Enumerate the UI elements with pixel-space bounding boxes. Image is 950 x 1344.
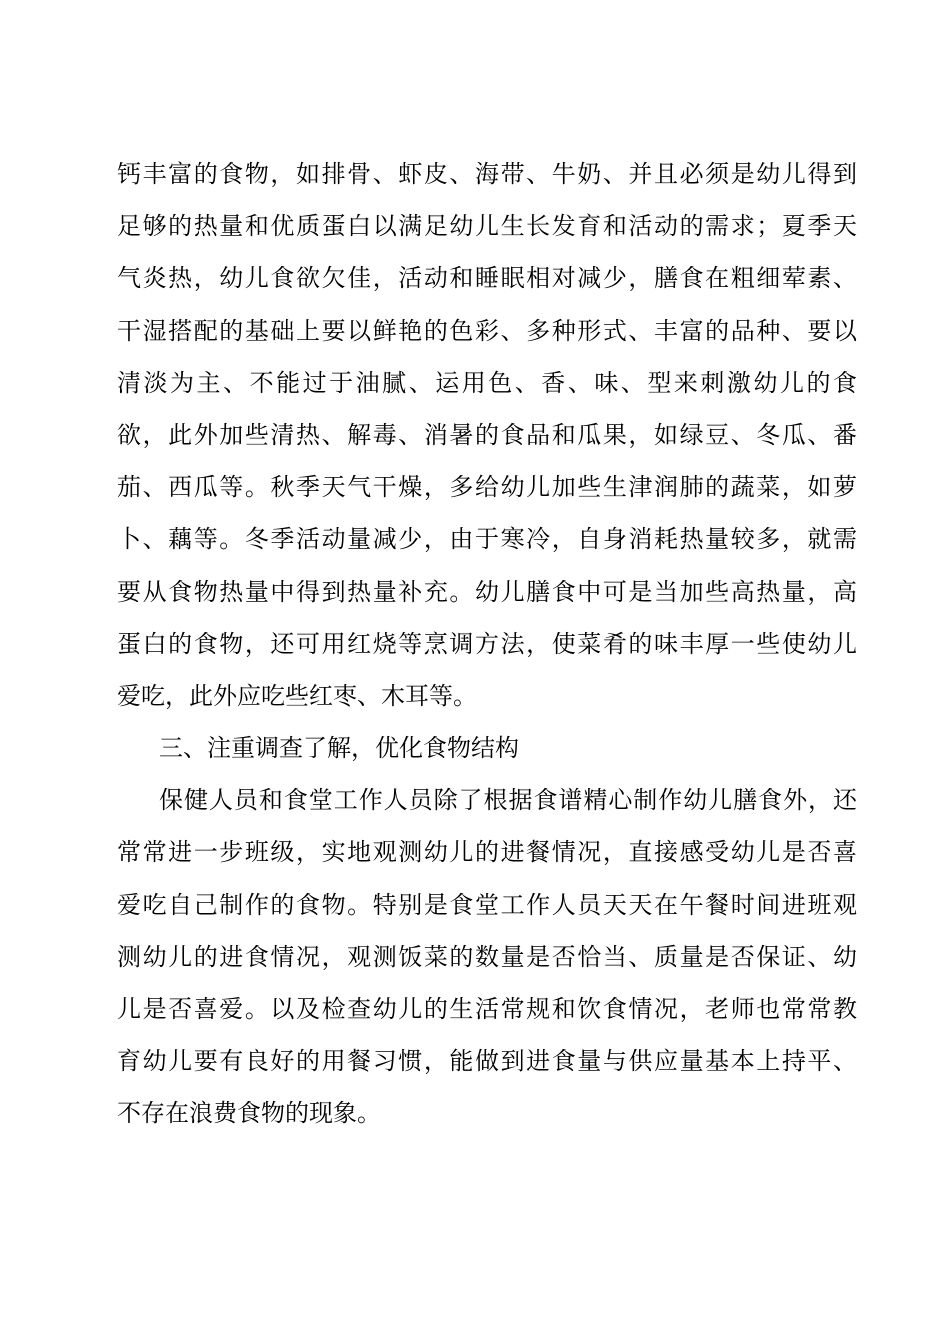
section-heading: 三、注重调查了解，优化食物结构 — [159, 734, 519, 763]
paragraph-line: 干湿搭配的基础上要以鲜艳的色彩、多种形式、丰富的品种、要以 — [117, 316, 857, 345]
paragraph-line: 常常进一步班级，实地观测幼儿的进餐情况，直接感受幼儿是否喜 — [117, 838, 857, 867]
paragraph-line: 保健人员和食堂工作人员除了根据食谱精心制作幼儿膳食外，还 — [159, 786, 857, 815]
paragraph-line: 儿是否喜爱。以及检查幼儿的生活常规和饮食情况，老师也常常教 — [117, 995, 857, 1023]
paragraph-line: 蛋白的食物，还可用红烧等烹调方法，使菜肴的味丰厚一些使幼儿 — [117, 629, 857, 658]
paragraph-line: 测幼儿的进食情况，观测饭菜的数量是否恰当、质量是否保证、幼 — [117, 942, 857, 971]
paragraph-1 — [117, 148, 857, 722]
paragraph-line: 茄、西瓜等。秋季天气干燥，多给幼儿加些生津润肺的蔬菜，如萝 — [117, 473, 857, 502]
paragraph-line: 要从食物热量中得到热量补充。幼儿膳食中可是当加些高热量，高 — [117, 577, 857, 606]
paragraph-line: 钙丰富的食物，如排骨、虾皮、海带、牛奶、并且必须是幼儿得到 — [117, 160, 857, 188]
document-body — [117, 148, 857, 1140]
paragraph-line: 爱吃，此外应吃些红枣、木耳等。 — [117, 681, 477, 710]
paragraph-line: 足够的热量和优质蛋白以满足幼儿生长发育和活动的需求；夏季天 — [117, 212, 857, 241]
paragraph-line: 爱吃自己制作的食物。特别是食堂工作人员天天在午餐时间进班观 — [117, 890, 857, 919]
paragraph-line: 欲，此外加些清热、解毒、消暑的食品和瓜果，如绿豆、冬瓜、番 — [117, 420, 857, 449]
paragraph-line: 育幼儿要有良好的用餐习惯，能做到进食量与供应量基本上持平、 — [117, 1047, 857, 1076]
paragraph-line: 卜、藕等。冬季活动量减少，由于寒冷，自身消耗热量较多，就需 — [117, 525, 857, 554]
paragraph-line: 不存在浪费食物的现象。 — [117, 1099, 381, 1128]
paragraph-line: 气炎热，幼儿食欲欠佳，活动和睡眠相对减少，膳食在粗细荤素、 — [117, 264, 857, 293]
paragraph-2 — [117, 774, 857, 1139]
paragraph-line: 清淡为主、不能过于油腻、运用色、香、味、型来刺激幼儿的食 — [117, 368, 857, 397]
